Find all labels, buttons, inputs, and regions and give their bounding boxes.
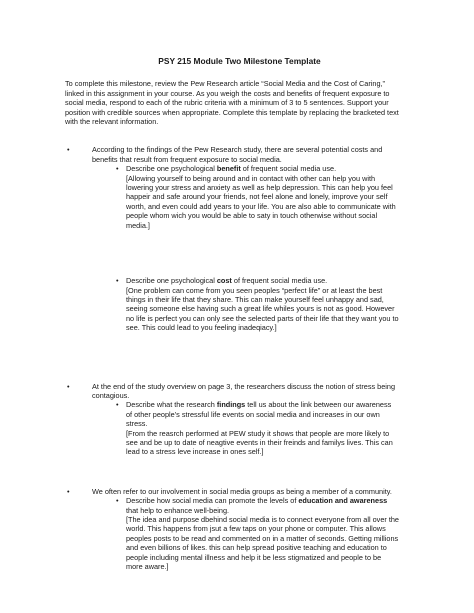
item-findings	[116, 400, 399, 457]
item-prompt-pre: Describe how social media can promote the levels of	[126, 496, 299, 506]
item-prompt-pre: Describe one psychological	[126, 276, 217, 286]
section-text: According to the findings of the Pew Research study, there are several potential costs and benefits that result from frequent exposure to social media.	[92, 145, 383, 164]
item-prompt-bold: benefit	[216, 164, 241, 174]
item-prompt-bold: education and awareness	[298, 496, 388, 506]
item-benefit	[116, 164, 399, 230]
section-text: We often refer to our involvement in social media groups as being a member of a community.	[92, 486, 392, 496]
response-text[interactable]: [One problem can come from you seen peoples “perfect life” or at least the best things in their life that they share. This can make yourself feel unhappy and sad, seeing someone else having such a great life whiles yours is not as good. However no life is perfect you can only see the selected parts of their life that they want you to see. This could lead to you feeling inadeqiacy.]	[126, 285, 399, 333]
item-prompt-pre: Describe what the research	[126, 400, 217, 410]
item-prompt-pre: Describe one psychological	[126, 164, 217, 174]
section-stress-contagious	[65, 382, 397, 401]
item-education	[116, 496, 399, 572]
bullet-icon: •	[67, 486, 70, 496]
intro-paragraph: To complete this milestone, review the Pew Research article “Social Media and the Cost of Caring,” linked in this assignment in your course. As you weigh the costs and benefits of frequent exposure to social media, respond to each of the rubric criteria with a minimum of 3 to 5 sentences. Support your position with credible sources when appropriate. Complete this template by replacing the bracketed text with the relevant information.	[65, 79, 399, 127]
bullet-icon: •	[116, 164, 119, 174]
item-prompt-post: of frequent social media use.	[231, 276, 328, 286]
bullet-icon: •	[67, 381, 70, 391]
item-prompt-bold: cost	[216, 276, 232, 286]
bullet-icon: •	[116, 276, 119, 286]
bullet-icon: •	[116, 400, 119, 410]
response-text[interactable]: [From the reasrch performed at PEW study it shows that people are more likely to see and be up to date of neagtive events in their freinds and familys lives. This can lead to a stress leve increase in ones self.]	[126, 428, 393, 457]
item-prompt-bold: findings	[216, 400, 246, 410]
document-title: PSY 215 Module Two Milestone Template	[158, 56, 321, 66]
item-cost	[116, 276, 399, 333]
item-prompt-post: of frequent social media use.	[240, 164, 337, 174]
response-text[interactable]: [The idea and purpose dbehind social media is to connect everyone from all over the world. This happens from jsut a few taps on your phone or computer. This allows peoples posts to be read and commented on in a matter of seconds. Getting millions and even billions of likes. this can help spread positive teaching and education to people including mental illness and help it be less stigmatized and people to be more aware.]	[126, 515, 399, 572]
response-text[interactable]: [Allowing yourself to being around and in contact with other can help you with lowering your stress and anxiety as well as help depression. This can help you feel happeir and safe around your friends, not feel alone and lonely, improve your self worth, and even could add years to your life. You are also able to communicate with people whom wich you would be able to saty in touch otherwise without social media.]	[126, 173, 396, 230]
section-community	[65, 487, 397, 496]
bullet-icon: •	[67, 145, 70, 155]
item-prompt-post: tell us about the link between our awareness of other people’s stressful life events on social media and increases in our own stress.	[126, 400, 392, 429]
section-costs-benefits	[65, 145, 397, 164]
bullet-icon: •	[116, 496, 119, 506]
item-prompt-post: that help to enhance well-being.	[126, 505, 230, 515]
section-text: At the end of the study overview on page 3, the researchers discuss the notion of stress being contagious.	[92, 381, 395, 400]
